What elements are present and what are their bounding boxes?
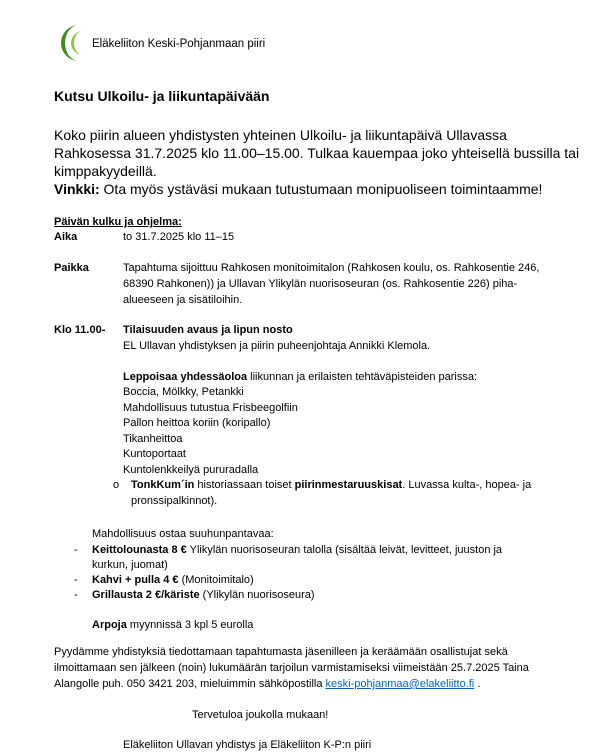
signature: Eläkeliiton Ullavan yhdistys ja Eläkeliiton K-P:n piiri xyxy=(123,739,372,751)
tonkkum-line-2: pronssipalkinnot). xyxy=(131,495,218,507)
activity-item: Boccia, Mölkky, Petankki xyxy=(123,386,244,398)
activity-item: Kuntoportaat xyxy=(123,448,186,460)
games-rest: liikunnan ja erilaisten tehtäväpisteiden parissa: xyxy=(247,371,478,383)
time-value: to 31.7.2025 klo 11–15 xyxy=(123,231,235,243)
logo-inner-arc xyxy=(71,31,83,55)
program-heading xyxy=(54,214,182,230)
intro-line-1: Koko piirin alueen yhdistysten yhteinen Ulkoilu- ja liikuntapäivä Ullavassa xyxy=(54,127,507,143)
activity-item: Kuntolenkkeilyä pururadalla xyxy=(123,464,259,476)
notice-line-2: ilmoittamaan sen jälkeen (noin) lukumäärän tarjoilun varmistamiseksi viimeistään 25.7.2025 Taina xyxy=(54,662,529,674)
food-intro: Mahdollisuus ostaa suuhunpantavaa: xyxy=(92,528,274,540)
intro-line-3: kimppakyydeillä. xyxy=(54,163,157,179)
tonkkum-line-1 xyxy=(131,477,531,493)
tip-text: Ota myös ystäväsi mukaan tutustumaan monipuoliseen toimintaamme! xyxy=(99,181,543,197)
tonkkum-bold-2: piirinmestaruuskisat xyxy=(294,479,403,491)
food-item-1-rest: Ylikylän nuorisoseuran talolla (sisältää leivät, levitteet, juuston ja xyxy=(186,544,503,556)
email-link[interactable]: keski-pohjanmaa@elakeliitto.fi xyxy=(325,678,475,690)
notice-line-1: Pyydämme yhdistyksiä tiedottamaan tapahtumasta jäsenilleen ja keräämään osallistujat sekä xyxy=(54,646,508,658)
dash-icon: - xyxy=(74,544,78,556)
start-title: Tilaisuuden avaus ja lipun nosto xyxy=(123,324,293,336)
welcome-text: Tervetuloa joukolla mukaan! xyxy=(192,709,329,721)
food-item-3 xyxy=(92,587,315,603)
activity-item: Pallon heittoa koriin (koripallo) xyxy=(123,417,271,429)
activity-item: Tikanheittoa xyxy=(123,433,183,445)
notice-line-3 xyxy=(54,676,480,692)
notice-line-3-pre: Alangolle puh. 050 3421 203, mieluimmin sähköpostilla xyxy=(54,678,326,690)
bullet-icon: o xyxy=(113,479,120,491)
games-intro xyxy=(123,369,477,385)
dash-icon: - xyxy=(74,589,78,601)
logo-outer-arc xyxy=(61,25,79,61)
games-bold: Leppoisaa yhdessäoloa xyxy=(123,371,248,383)
food-item-1-bold: Keittolounasta 8 € xyxy=(92,544,187,556)
activity-item: Mahdollisuus tutustua Frisbeegolfiin xyxy=(123,402,298,414)
time-label: Aika xyxy=(54,231,78,243)
place-line-3: alueeseen ja sisätiloihin. xyxy=(123,294,243,306)
place-label: Paikka xyxy=(54,262,89,274)
food-item-3-rest: (Ylikylän nuorisoseura) xyxy=(199,589,315,601)
start-label: Klo 11.00- xyxy=(54,324,106,336)
place-line-2: 68390 Rahkonen)) ja Ullavan Ylikylän nuorisoseuran (os. Rahkosentie 226) piha- xyxy=(123,278,518,290)
lottery-line xyxy=(92,617,253,633)
tonkkum-end: . Luvassa kulta-, hopea- ja xyxy=(402,479,532,491)
food-item-2-bold: Kahvi + pulla 4 € xyxy=(92,574,179,586)
tonkkum-mid: historiassaan toiset xyxy=(194,479,295,491)
intro-tip xyxy=(54,180,542,199)
tip-label: Vinkki: xyxy=(54,181,100,197)
dash-icon: - xyxy=(74,574,78,586)
intro-line-2: Rahkosessa 31.7.2025 klo 11.00–15.00. Tulkaa kauempaa joko yhteisellä bussilla tai xyxy=(54,145,580,161)
food-item-3-bold: Grillausta 2 €/käriste xyxy=(92,589,200,601)
lottery-rest: myynnissä 3 kpl 5 eurolla xyxy=(126,619,254,631)
program-heading-text: Päivän kulku ja ohjelma: xyxy=(54,216,182,228)
food-item-2-rest: (Monitoimitalo) xyxy=(178,574,254,586)
food-item-1-line-2: kurkun, juomat) xyxy=(92,559,168,571)
notice-line-3-post: . xyxy=(474,678,481,690)
place-line-1: Tapahtuma sijoittuu Rahkosen monitoimitalon (Rahkosen koulu, os. Rahkosentie 246, xyxy=(123,262,540,274)
food-item-2 xyxy=(92,572,254,588)
org-name: Eläkeliiton Keski-Pohjanmaan piiri xyxy=(92,38,266,50)
food-item-1 xyxy=(92,542,502,558)
lottery-bold: Arpoja xyxy=(92,619,127,631)
tonkkum-bold: TonkKum´in xyxy=(131,479,195,491)
page-title: Kutsu Ulkoilu- ja liikuntapäivään xyxy=(54,88,270,104)
start-desc: EL Ullavan yhdistyksen ja piirin puheenjohtaja Annikki Klemola. xyxy=(123,340,431,352)
